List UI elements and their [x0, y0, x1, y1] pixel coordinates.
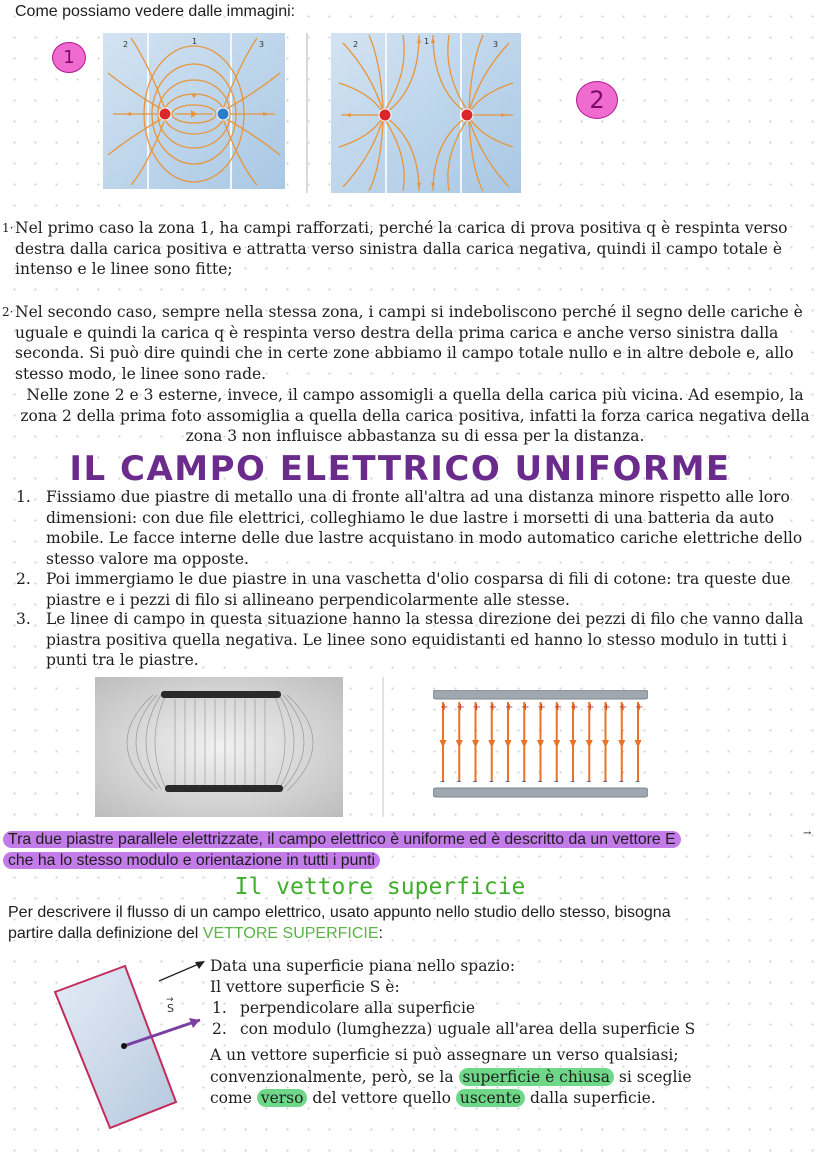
- def-item-1-text: perpendicolare alla superficie: [240, 999, 476, 1017]
- surface-intro-term: VETTORE SUPERFICIE: [202, 925, 379, 942]
- field-arrowhead: [488, 740, 495, 748]
- plus-charge: +: [456, 702, 465, 713]
- verse-line2-a: convenzionalmente, però, se la: [210, 1067, 454, 1086]
- figure-divider: [306, 33, 308, 193]
- def-item-1: [210, 998, 810, 1019]
- def-item-2: [210, 1019, 810, 1040]
- like-charges-field-figure: [331, 33, 521, 193]
- field-arrowhead: [618, 740, 625, 748]
- plus-charge: +: [537, 702, 546, 713]
- plus-charge: +: [488, 702, 498, 713]
- verse-line3-a: come: [210, 1089, 252, 1107]
- minus-charge: –: [570, 776, 575, 787]
- surface-vector-figure: [50, 960, 210, 1132]
- definition-block: [210, 956, 810, 1040]
- field-arrowhead: [602, 740, 609, 748]
- plus-charge: +: [521, 702, 530, 713]
- heading-surface-vector: Il vettore superficie: [234, 874, 526, 900]
- step-three-text: Le linee di campo in questa situazione hanno la stessa direzione dei pezzi di filo che vanno dalla piastra positiva quella negativa. Le linee sono equidistanti ed hanno lo stesso modulo in tutti i punti tra le piastre.: [46, 610, 804, 669]
- dipole-field-figure: [103, 33, 285, 189]
- point-two-text: Nel secondo caso, sempre nella stessa zona, i campi si indeboliscono perché il segno delle cariche è uguale e quindi la carica q è respinta verso destra della prima carica e anche verso sinistra dalla seconda. Si può dire quindi che in certe zone abbiamo il campo totale nullo e in altre debole e, allo stesso modo, le linee sono rade.: [15, 303, 803, 383]
- photo-divider: [382, 677, 384, 817]
- intro-text: Come possiamo vedere dalle immagini:: [15, 3, 296, 20]
- field-arrowhead: [472, 740, 479, 748]
- surface-intro-line1: Per descrivere il flusso di un campo elettrico, usato appunto nello studio dello stesso, bisogna: [8, 904, 671, 921]
- field-arrowhead: [456, 740, 463, 748]
- point-two-number: 2·: [2, 305, 14, 319]
- minus-charge: –: [521, 776, 527, 787]
- field-arrowhead: [537, 740, 544, 748]
- field-arrowhead: [505, 740, 512, 748]
- verse-highlight-closed-surface: superficie è chiusa: [459, 1068, 614, 1086]
- def-item-1-number: 1.: [212, 999, 227, 1017]
- plates-experiment-photo: [95, 677, 343, 817]
- def-line2: Il vettore superficie S è:: [210, 978, 400, 996]
- minus-charge: –: [553, 776, 559, 787]
- field-arrowhead: [586, 740, 593, 748]
- verse-highlight-uscente: uscente: [456, 1089, 525, 1107]
- minus-charge: –: [635, 776, 640, 787]
- verse-line1: A un vettore superficie si può assegnare un verso qualsiasi;: [210, 1046, 679, 1064]
- badge-one-label: 1: [63, 47, 75, 68]
- step-three-number: 3.: [16, 610, 31, 628]
- pointer-arrow: [157, 955, 207, 985]
- verse-line3-b: del vettore quello: [312, 1089, 451, 1107]
- minus-charge: –: [456, 776, 462, 787]
- plus-charge: +: [570, 702, 579, 713]
- fig2-zone-3: 3: [493, 40, 499, 49]
- field-lines-group: [440, 702, 644, 787]
- minus-charge: –: [618, 776, 624, 787]
- step-one-number: 1.: [16, 488, 31, 506]
- fig1-zone-1: 1: [192, 37, 198, 46]
- point-one: [2, 218, 807, 280]
- badge-two-label: 2: [589, 86, 605, 114]
- point-one-text: Nel primo caso la zona 1, ha campi rafforzati, perché la carica di prova positiva q è respinta verso destra dalla carica positiva e attratta verso sinistra dalla carica negativa, quindi il campo totale è intenso e le linee sono fitte;: [15, 219, 788, 278]
- surface-intro-end: :: [378, 925, 383, 942]
- verse-line2-b: si sceglie: [618, 1067, 692, 1086]
- field-arrowhead: [440, 740, 447, 748]
- point-two: [2, 302, 807, 384]
- verse-line3-c: dalla superficie.: [529, 1089, 656, 1107]
- point-one-number: 1·: [2, 221, 14, 235]
- plus-charge: +: [472, 702, 481, 713]
- plus-charge: +: [618, 702, 628, 713]
- uniform-field-highlight: [3, 829, 681, 871]
- def-line1: Data una superficie piana nello spazio:: [210, 957, 516, 975]
- step-two: [16, 569, 806, 610]
- plus-charge: +: [440, 702, 449, 713]
- plus-charge: +: [505, 702, 514, 713]
- def-item-2-number: 2.: [212, 1020, 227, 1038]
- field-arrowhead: [553, 740, 560, 748]
- minus-charge: –: [602, 776, 608, 787]
- plus-charge: +: [602, 702, 611, 713]
- verse-paragraph: [210, 1045, 810, 1110]
- vector-s-label: S: [167, 1002, 174, 1015]
- minus-charge: –: [440, 776, 445, 787]
- field-arrowhead: [570, 740, 577, 748]
- minus-charge: –: [586, 776, 592, 787]
- step-two-text: Poi immergiamo le due piastre in una vaschetta d'olio cosparsa di fili di cotone: tra queste due piastre e i pezzi di filo si allineano perpendicolarmente alle stesse.: [46, 570, 791, 609]
- fig1-zone-2: 2: [123, 40, 129, 49]
- plus-charge: +: [635, 702, 644, 713]
- verse-highlight-verso: verso: [257, 1089, 308, 1107]
- heading-uniform-field: IL CAMPO ELETTRICO UNIFORME: [69, 449, 731, 489]
- badge-one: [52, 42, 86, 73]
- def-item-2-text: con modulo (lumghezza) uguale all'area della superficie S: [240, 1020, 696, 1038]
- highlight-line-2: che ha lo stesso modulo e orientazione in tutti i punti: [3, 852, 380, 869]
- step-two-number: 2.: [16, 570, 31, 588]
- zones-paragraph: Nelle zone 2 e 3 esterne, invece, il campo assomigli a quella della carica più vicina. Ad esempio, la zona 2 della prima foto assomiglia a quella della carica positiva, infatti la forza carica negativa della zona 3 non influisce abbastanza su di essa per la distanza.: [20, 386, 810, 445]
- fig1-zone-3: 3: [259, 40, 265, 49]
- surface-intro: [8, 902, 818, 944]
- plus-charge: +: [586, 702, 595, 713]
- plus-charge: +: [553, 702, 563, 713]
- field-arrowhead: [635, 740, 642, 748]
- highlight-line-1: Tra due piastre parallele elettrizzate, il campo elettrico è uniforme ed è descritto da un vettore E: [3, 831, 681, 848]
- minus-charge: –: [472, 776, 478, 787]
- step-three: [16, 609, 806, 671]
- step-one-text: Fissiamo due piastre di metallo una di fronte all'altra ad una distanza minore rispetto alle loro dimensioni: con due file elettrici, colleghiamo le due lastre i morsetti di una batteria da auto mobile. Le facce interne delle due lastre acquistano in modo automatico cariche elettriche dello stesso valore ma opposte.: [46, 488, 803, 568]
- uniform-field-diagram: [433, 690, 648, 800]
- field-arrowhead: [521, 740, 528, 748]
- badge-two: [576, 81, 618, 119]
- fig2-zone-2: 2: [353, 40, 359, 49]
- minus-charge: –: [505, 776, 510, 787]
- minus-charge: –: [488, 776, 494, 787]
- surface-intro-line2: partire dalla definizione del: [8, 925, 199, 942]
- fig2-zone-1: 1: [424, 37, 430, 46]
- vector-s-arrow-mark: →: [166, 995, 174, 1005]
- minus-charge: –: [537, 776, 543, 787]
- step-one: [16, 487, 806, 569]
- vector-e-arrow: →: [803, 828, 812, 839]
